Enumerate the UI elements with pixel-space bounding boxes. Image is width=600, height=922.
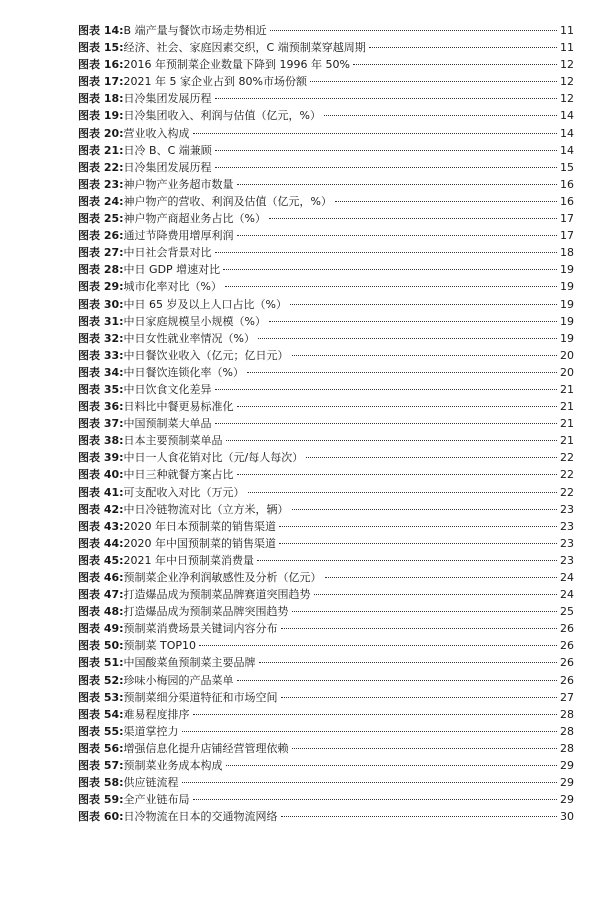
toc-entry-title: 中日 GDP 增速对比 [123,263,221,277]
toc-entry-page: 26 [560,673,574,687]
toc-entry[interactable] [78,723,574,740]
toc-entry-label: 图表 29: [78,280,124,294]
toc-entry-title: 日冷集团发展历程 [123,92,212,106]
toc-entry-label: 图表 30: [78,297,124,311]
toc-entry[interactable] [78,296,574,313]
toc-entry-title: 2020 年日本预制菜的销售渠道 [123,519,277,533]
toc-entry-title: 城市化率对比（%） [123,280,222,294]
toc-entry-page: 19 [560,297,574,311]
toc-entry-title: 2020 年中国预制菜的销售渠道 [123,536,277,550]
toc-entry-label: 图表 48: [78,605,124,619]
toc-entry-page: 23 [560,536,574,550]
toc-entry-page: 19 [560,263,574,277]
toc-entry[interactable] [78,39,574,56]
toc-dot-leader [369,47,557,48]
toc-entry-page: 19 [560,331,574,345]
toc-entry[interactable] [78,689,574,706]
toc-dot-leader [215,389,557,390]
toc-entry[interactable] [78,56,574,73]
toc-dot-leader [281,628,557,629]
toc-entry-label: 图表 22: [78,160,124,174]
toc-entry-label: 图表 18: [78,92,124,106]
toc-entry-page: 17 [560,229,574,243]
toc-entry[interactable] [78,193,574,210]
toc-dot-leader [237,184,557,185]
toc-entry[interactable] [78,740,574,757]
toc-entry-title: 中日餐饮业收入（亿元；亿日元） [123,348,289,362]
toc-dot-leader [193,714,557,715]
toc-entry-page: 28 [560,741,574,755]
toc-entry-page: 26 [560,622,574,636]
toc-entry[interactable] [78,381,574,398]
toc-entry-page: 14 [560,126,574,140]
toc-entry-page: 26 [560,639,574,653]
toc-entry-title: 珍味小梅园的产品菜单 [123,673,234,687]
toc-dot-leader [215,98,557,99]
toc-list [78,22,574,825]
toc-entry-label: 图表 27: [78,246,124,260]
toc-entry-label: 图表 25: [78,212,124,226]
toc-dot-leader [281,816,557,817]
toc-entry-label: 图表 36: [78,400,124,414]
toc-dot-leader [199,645,557,646]
toc-entry-page: 12 [560,92,574,106]
toc-entry-title: 营业收入构成 [123,126,190,140]
toc-entry-page: 16 [560,194,574,208]
toc-entry-label: 图表 15: [78,41,124,55]
toc-entry[interactable] [78,90,574,107]
toc-entry[interactable] [78,569,574,586]
toc-dot-leader [292,611,557,612]
toc-dot-leader [237,474,557,475]
toc-entry[interactable] [78,449,574,466]
toc-entry-page: 21 [560,400,574,414]
toc-entry-title: 2021 年中日预制菜消费量 [123,553,255,567]
toc-entry-label: 图表 57: [78,759,124,773]
toc-entry-page: 23 [560,519,574,533]
toc-entry[interactable] [78,107,574,124]
toc-entry-label: 图表 32: [78,331,124,345]
toc-entry-page: 28 [560,707,574,721]
toc-dot-leader [258,338,557,339]
toc-entry-label: 图表 56: [78,741,124,755]
toc-entry[interactable] [78,313,574,330]
toc-entry-label: 图表 60: [78,810,124,824]
toc-entry-label: 图表 55: [78,724,124,738]
toc-entry[interactable] [78,654,574,671]
toc-entry-title: 神户物产商超业务占比（%） [123,212,266,226]
toc-entry-label: 图表 59: [78,793,124,807]
toc-dot-leader [182,782,557,783]
toc-entry-title: 中日家庭规模呈小规模（%） [123,314,266,328]
toc-entry-label: 图表 58: [78,776,124,790]
toc-dot-leader [335,201,557,202]
toc-entry-label: 图表 41: [78,485,124,499]
toc-entry-label: 图表 54: [78,707,124,721]
toc-entry-label: 图表 16: [78,58,124,72]
toc-entry-title: 供应链流程 [123,776,179,790]
toc-entry-page: 21 [560,417,574,431]
toc-dot-leader [306,457,557,458]
toc-entry-label: 图表 46: [78,571,124,584]
toc-entry-title: 中日冷链物流对比（立方米，辆） [123,502,289,516]
toc-entry-title: 2021 年 5 家企业占到 80%市场份额 [123,75,307,89]
toc-entry-title: 日冷 B、C 端兼顾 [123,143,212,157]
toc-entry-label: 图表 39: [78,451,124,465]
toc-entry-label: 图表 26: [78,229,124,243]
toc-entry[interactable] [78,159,574,176]
toc-entry-title: 神户物产业务超市数量 [123,177,234,191]
toc-entry-title: 预制菜消费场景关键词内容分布 [123,622,278,636]
toc-entry[interactable] [78,176,574,193]
toc-entry[interactable] [78,227,574,244]
toc-dot-leader [257,560,557,561]
toc-entry-label: 图表 52: [78,673,124,687]
toc-entry-title: 日冷集团发展历程 [123,160,212,174]
toc-entry-page: 30 [560,810,574,824]
toc-entry-page: 26 [560,656,574,670]
toc-entry-page: 24 [560,588,574,602]
toc-entry[interactable] [78,73,574,90]
toc-entry-page: 21 [560,382,574,396]
toc-dot-leader [182,731,557,732]
toc-entry-page: 25 [560,605,574,619]
toc-dot-leader [226,765,557,766]
toc-entry-title: 中日社会背景对比 [123,246,212,260]
toc-entry-page: 14 [560,109,574,123]
toc-entry-title: 2016 年预制菜企业数量下降到 1996 年 50% [123,58,350,72]
toc-entry-page: 19 [560,314,574,328]
toc-entry-label: 图表 38: [78,434,124,448]
toc-entry-label: 图表 21: [78,143,124,157]
toc-entry-title: 可支配收入对比（万元） [123,485,245,499]
toc-entry-page: 29 [560,776,574,790]
toc-entry-label: 图表 17: [78,75,124,89]
toc-entry-title: 经济、社会、家庭因素交织，C 端预制菜穿越周期 [123,41,366,55]
toc-entry[interactable] [78,415,574,432]
toc-entry-title: 日冷物流在日本的交通物流网络 [123,810,278,824]
toc-entry[interactable] [78,808,574,825]
toc-entry-page: 23 [560,553,574,567]
toc-entry-title: 日本主要预制菜单品 [123,434,223,448]
toc-entry-page: 20 [560,348,574,362]
toc-dot-leader [292,509,557,510]
toc-entry-title: 难易程度排序 [123,707,190,721]
toc-entry-title: B 端产量与餐饮市场走势相近 [123,24,267,37]
toc-entry-page: 22 [560,451,574,465]
toc-entry[interactable] [78,466,574,483]
toc-entry-label: 图表 45: [78,553,124,567]
toc-entry[interactable] [78,552,574,569]
toc-entry[interactable] [78,518,574,535]
toc-entry[interactable] [78,22,574,39]
toc-entry[interactable] [78,347,574,364]
toc-entry-label: 图表 47: [78,588,124,602]
toc-dot-leader [324,115,557,116]
toc-dot-leader [259,662,557,663]
toc-entry-title: 中日饮食文化差异 [123,382,212,396]
toc-entry-page: 21 [560,434,574,448]
toc-dot-leader [279,526,557,527]
toc-entry-page: 11 [560,41,574,55]
toc-entry-label: 图表 50: [78,639,124,653]
toc-entry-page: 29 [560,793,574,807]
toc-entry-title: 日料比中餐更易标准化 [123,400,234,414]
toc-entry-label: 图表 40: [78,468,124,482]
toc-entry-page: 22 [560,485,574,499]
toc-entry-page: 17 [560,212,574,226]
toc-dot-leader [237,680,557,681]
toc-entry-label: 图表 53: [78,690,124,704]
toc-entry-label: 图表 35: [78,382,124,396]
toc-entry-title: 全产业链布局 [123,793,190,807]
toc-entry[interactable] [78,603,574,620]
toc-entry-label: 图表 28: [78,263,124,277]
toc-entry-page: 18 [560,246,574,260]
toc-entry[interactable] [78,501,574,518]
toc-entry[interactable] [78,706,574,723]
toc-entry-title: 预制菜企业净利润敏感性及分析（亿元） [123,571,322,584]
toc-entry[interactable] [78,432,574,449]
toc-entry[interactable] [78,278,574,295]
toc-entry-label: 图表 31: [78,314,124,328]
toc-entry[interactable] [78,774,574,791]
toc-entry-title: 预制菜细分渠道特征和市场空间 [123,690,278,704]
toc-entry-page: 24 [560,571,574,584]
toc-dot-leader [269,218,557,219]
toc-entry[interactable] [78,620,574,637]
toc-entry-label: 图表 19: [78,109,124,123]
toc-entry-page: 22 [560,468,574,482]
toc-entry-page: 23 [560,502,574,516]
toc-dot-leader [353,64,557,65]
toc-entry-label: 图表 24: [78,194,124,208]
toc-entry[interactable] [78,535,574,552]
toc-entry[interactable] [78,672,574,689]
toc-entry-page: 14 [560,143,574,157]
toc-entry-label: 图表 33: [78,348,124,362]
toc-dot-leader [237,235,557,236]
toc-dot-leader [292,355,557,356]
toc-entry-page: 19 [560,280,574,294]
toc-dot-leader [193,133,557,134]
toc-entry[interactable] [78,364,574,381]
toc-entry-title: 中日一人食花销对比（元/每人每次） [123,451,304,465]
toc-entry-title: 中日餐饮连锁化率（%） [123,365,244,379]
toc-dot-leader [215,423,557,424]
toc-dot-leader [237,406,557,407]
toc-dot-leader [223,269,557,270]
toc-entry-label: 图表 44: [78,536,124,550]
toc-entry-label: 图表 37: [78,417,124,431]
toc-entry-title: 中日三种就餐方案占比 [123,468,234,482]
toc-entry-label: 图表 42: [78,502,124,516]
toc-entry-title: 预制菜业务成本构成 [123,759,223,773]
toc-entry-page: 27 [560,690,574,704]
toc-dot-leader [215,150,557,151]
toc-entry[interactable] [78,330,574,347]
toc-dot-leader [215,167,557,168]
toc-entry-page: 29 [560,759,574,773]
toc-dot-leader [279,543,557,544]
toc-entry-label: 图表 34: [78,365,124,379]
toc-entry-page: 16 [560,177,574,191]
toc-entry[interactable] [78,210,574,227]
toc-dot-leader [281,697,557,698]
toc-entry-label: 图表 14: [78,24,124,37]
toc-dot-leader [193,799,557,800]
toc-entry-title: 中国预制菜大单品 [123,417,212,431]
toc-dot-leader [314,594,557,595]
toc-entry-page: 15 [560,160,574,174]
toc-entry-title: 中日 65 岁及以上人口占比（%） [123,297,287,311]
toc-dot-leader [269,321,557,322]
toc-dot-leader [292,748,557,749]
toc-entry-title: 通过节降费用增厚利润 [123,229,234,243]
toc-dot-leader [290,304,557,305]
toc-entry-title: 打造爆品成为预制菜品牌赛道突围趋势 [123,588,311,602]
toc-entry-page: 12 [560,58,574,72]
toc-entry-page: 11 [560,24,574,37]
toc-dot-leader [325,577,557,578]
toc-entry-label: 图表 49: [78,622,124,636]
toc-entry[interactable] [78,142,574,159]
toc-entry-page: 28 [560,724,574,738]
toc-entry-label: 图表 51: [78,656,124,670]
toc-entry[interactable] [78,398,574,415]
toc-entry-title: 渠道掌控力 [123,724,179,738]
toc-entry[interactable] [78,637,574,654]
toc-entry-label: 图表 23: [78,177,124,191]
toc-entry-label: 图表 20: [78,126,124,140]
toc-entry[interactable] [78,484,574,501]
toc-entry-title: 预制菜 TOP10 [123,639,197,653]
toc-entry-label: 图表 43: [78,519,124,533]
toc-dot-leader [215,252,557,253]
toc-dot-leader [225,286,557,287]
toc-entry-page: 12 [560,75,574,89]
toc-entry-title: 神户物产的营收、利润及估值（亿元，%） [123,194,332,208]
toc-entry[interactable] [78,244,574,261]
toc-entry[interactable] [78,586,574,603]
toc-dot-leader [247,372,557,373]
toc-entry[interactable] [78,791,574,808]
toc-entry-title: 日冷集团收入、利润与估值（亿元，%） [123,109,321,123]
toc-entry[interactable] [78,125,574,142]
toc-entry-title: 中日女性就业率情况（%） [123,331,255,345]
toc-entry-title: 增强信息化提升店铺经营管理依赖 [123,741,289,755]
toc-dot-leader [226,440,557,441]
toc-dot-leader [248,492,557,493]
toc-dot-leader [310,81,557,82]
toc-entry-page: 20 [560,365,574,379]
toc-entry[interactable] [78,757,574,774]
toc-entry-title: 打造爆品成为预制菜品牌突围趋势 [123,605,289,619]
toc-dot-leader [270,30,557,31]
toc-entry-title: 中国酸菜鱼预制菜主要品牌 [123,656,256,670]
toc-entry[interactable] [78,261,574,278]
